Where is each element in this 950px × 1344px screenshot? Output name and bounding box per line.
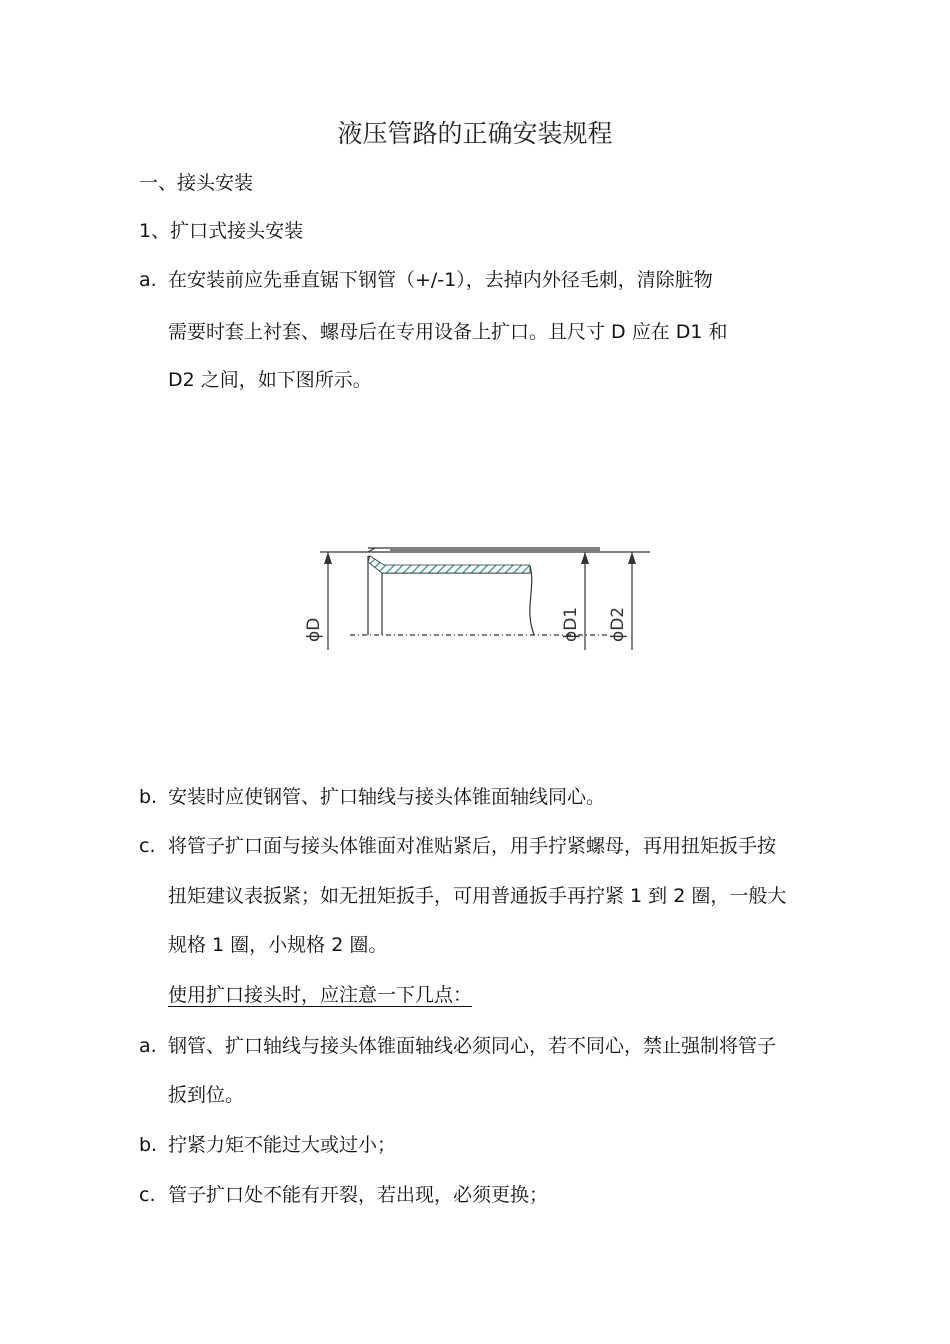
step-text-continued: D2 之间，如下图所示。	[168, 369, 372, 391]
label-d2: ϕD2	[608, 606, 628, 642]
note-b	[139, 1133, 396, 1157]
step-text: 在安装前应先垂直锯下钢管（+/-1），去掉内外径毛刺，清除脏物	[168, 269, 713, 291]
list-marker: c.	[139, 835, 156, 857]
note-a	[139, 1034, 776, 1058]
note-text: 钢管、扩口轴线与接头体锥面轴线必须同心，若不同心，禁止强制将管子	[168, 1035, 777, 1057]
label-d1: ϕD1	[561, 606, 581, 642]
note-text: 管子扩口处不能有开裂，若出现，必须更换；	[168, 1184, 549, 1206]
subsection-heading: 1、扩口式接头安装	[139, 220, 304, 242]
install-step-c	[139, 834, 776, 858]
flare-dimension-diagram	[304, 538, 655, 653]
page-title: 液压管路的正确安装规程	[337, 119, 613, 148]
step-text: 安装时应使钢管、扩口轴线与接头体锥面轴线同心。	[168, 786, 606, 808]
note-text: 拧紧力矩不能过大或过小；	[168, 1134, 397, 1156]
label-d: ϕD	[304, 617, 324, 642]
list-marker: a.	[139, 1035, 157, 1057]
tube-wall-hatch	[368, 556, 530, 573]
install-step-b	[139, 785, 605, 809]
install-step-a	[139, 268, 713, 292]
note-c	[139, 1183, 548, 1207]
section-heading: 一、接头安装	[139, 172, 254, 194]
step-text-continued: 需要时套上衬套、螺母后在专用设备上扩口。且尺寸 D 应在 D1 和	[168, 321, 728, 343]
list-marker: b.	[139, 1134, 158, 1156]
notes-heading: 使用扩口接头时，应注意一下几点：	[168, 984, 473, 1006]
list-marker: c.	[139, 1184, 156, 1206]
list-marker: a.	[139, 269, 157, 291]
step-text-continued: 规格 1 圈，小规格 2 圈。	[168, 934, 388, 956]
list-marker: b.	[139, 786, 158, 808]
step-text-continued: 扭矩建议表扳紧；如无扭矩扳手，可用普通扳手再拧紧 1 到 2 圈，一般大	[168, 885, 787, 907]
step-text: 将管子扩口面与接头体锥面对准贴紧后，用手拧紧螺母，再用扭矩扳手按	[168, 835, 777, 857]
note-text-continued: 扳到位。	[168, 1084, 245, 1106]
